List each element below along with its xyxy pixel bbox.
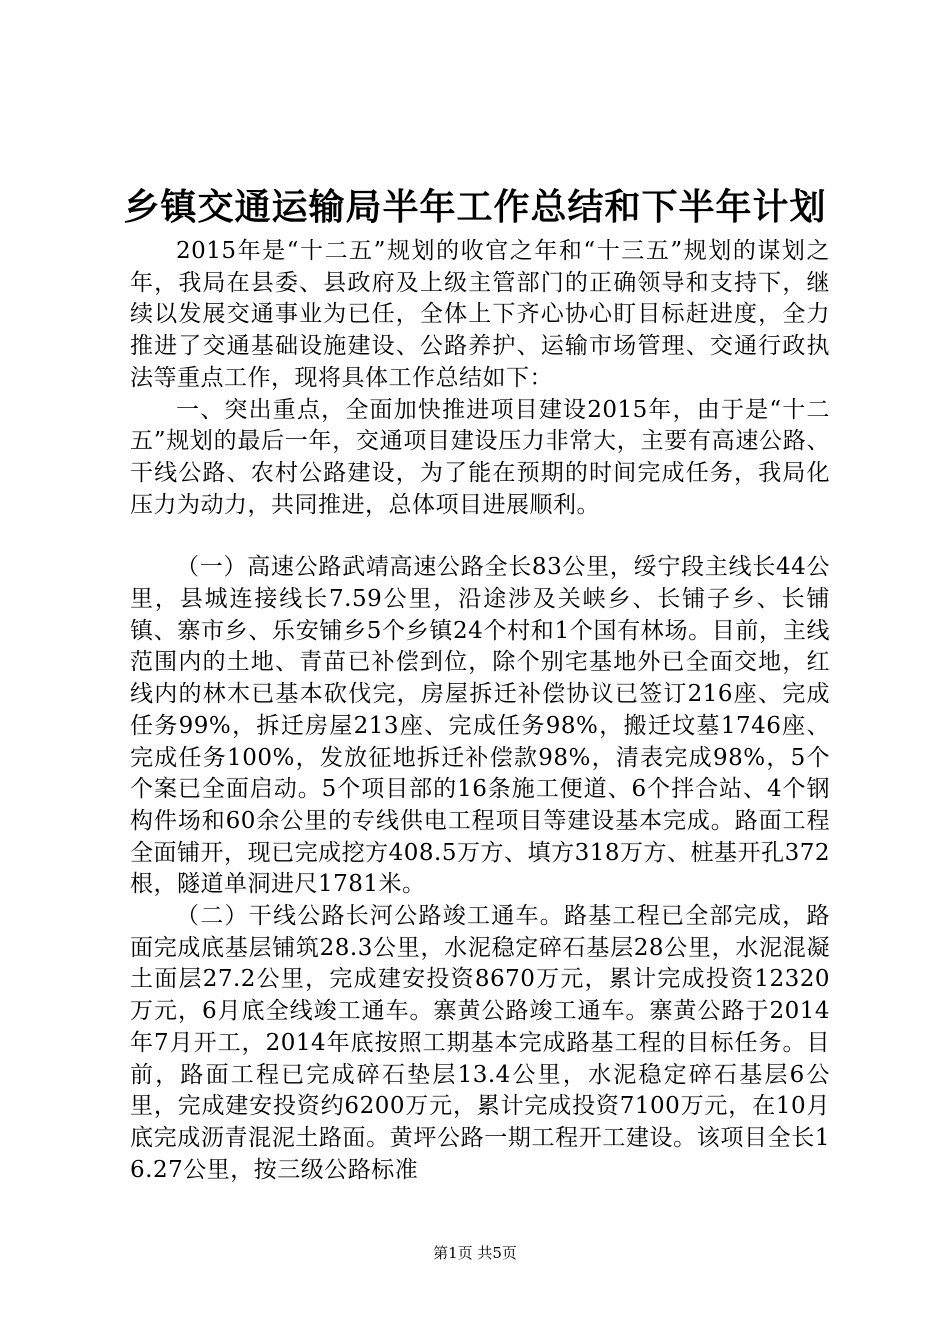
paragraph-highway: （一）高速公路武靖高速公路全长83公里，绥宁段主线长44公里，县城连接线长7.59公里，沿途涉及关峡乡、长铺子乡、长铺镇、寨市乡、乐安铺乡5个乡镇24个村和1个国有林场。目前，主线范围内的土地、青苗已补偿到位，除个别宅基地外已全面交地，红线内的林木已基本砍伐完，房屋拆迁补偿协议已签订216座、完成任务99%，拆迁房屋213座、完成任务98%，搬迁坟墓1746座、完成任务100%，发放征地拆迁补偿款98%，清表完成98%，5个个案已全面启动。5个项目部的16条施工便道、6个拌合站、4个钢构件场和60余公里的专线供电工程项目等建设基本完成。路面工程全面铺开，现已完成挖方408.5万方、填方318万方、桩基开孔372根，隧道单洞进尺1781米。 [130,554,830,898]
paragraph-trunk-roads: （二）干线公路长河公路竣工通车。路基工程已全部完成，路面完成底基层铺筑28.3公里，水泥稳定碎石基层28公里，水泥混凝土面层27.2公里，完成建安投资8670万元，累计完成投资12320万元，6月底全线竣工通车。寨黄公路竣工通车。寨黄公路于2014年7月开工，2014年底按照工期基本完成路基工程的目标任务。目前，路面工程已完成碎石垫层13.4公里，水泥稳定碎石基层6公里，完成建安投资约6200万元，累计完成投资7100万元，在10月底完成沥青混泥土路面。黄坪公路一期工程开工建设。该项目全长16.27公里，按三级公路标准 [130,903,830,1183]
paragraph-intro: 2015年是“十二五”规划的收官之年和“十三五”规划的谋划之年，我局在县委、县政府及上级主管部门的正确领导和支持下，继续以发展交通事业为已任，全体上下齐心协心盯目标赶进度，全力推进了交通基础设施建设、公路养护、运输市场管理、交通行政执法等重点工作，现将具体工作总结如下： [130,238,830,391]
page-number-footer: 第1页 共5页 [433,1244,517,1262]
paragraph-section-one: 一、突出重点，全面加快推进项目建设2015年，由于是“十二五”规划的最后一年，交通项目建设压力非常大，主要有高速公路、干线公路、农村公路建设，为了能在预期的时间完成任务，我局化压力为动力，共同推进，总体项目进展顺利。 [130,396,830,518]
document-title: 乡镇交通运输局半年工作总结和下半年计划 [123,187,827,228]
document-body [130,236,830,1186]
